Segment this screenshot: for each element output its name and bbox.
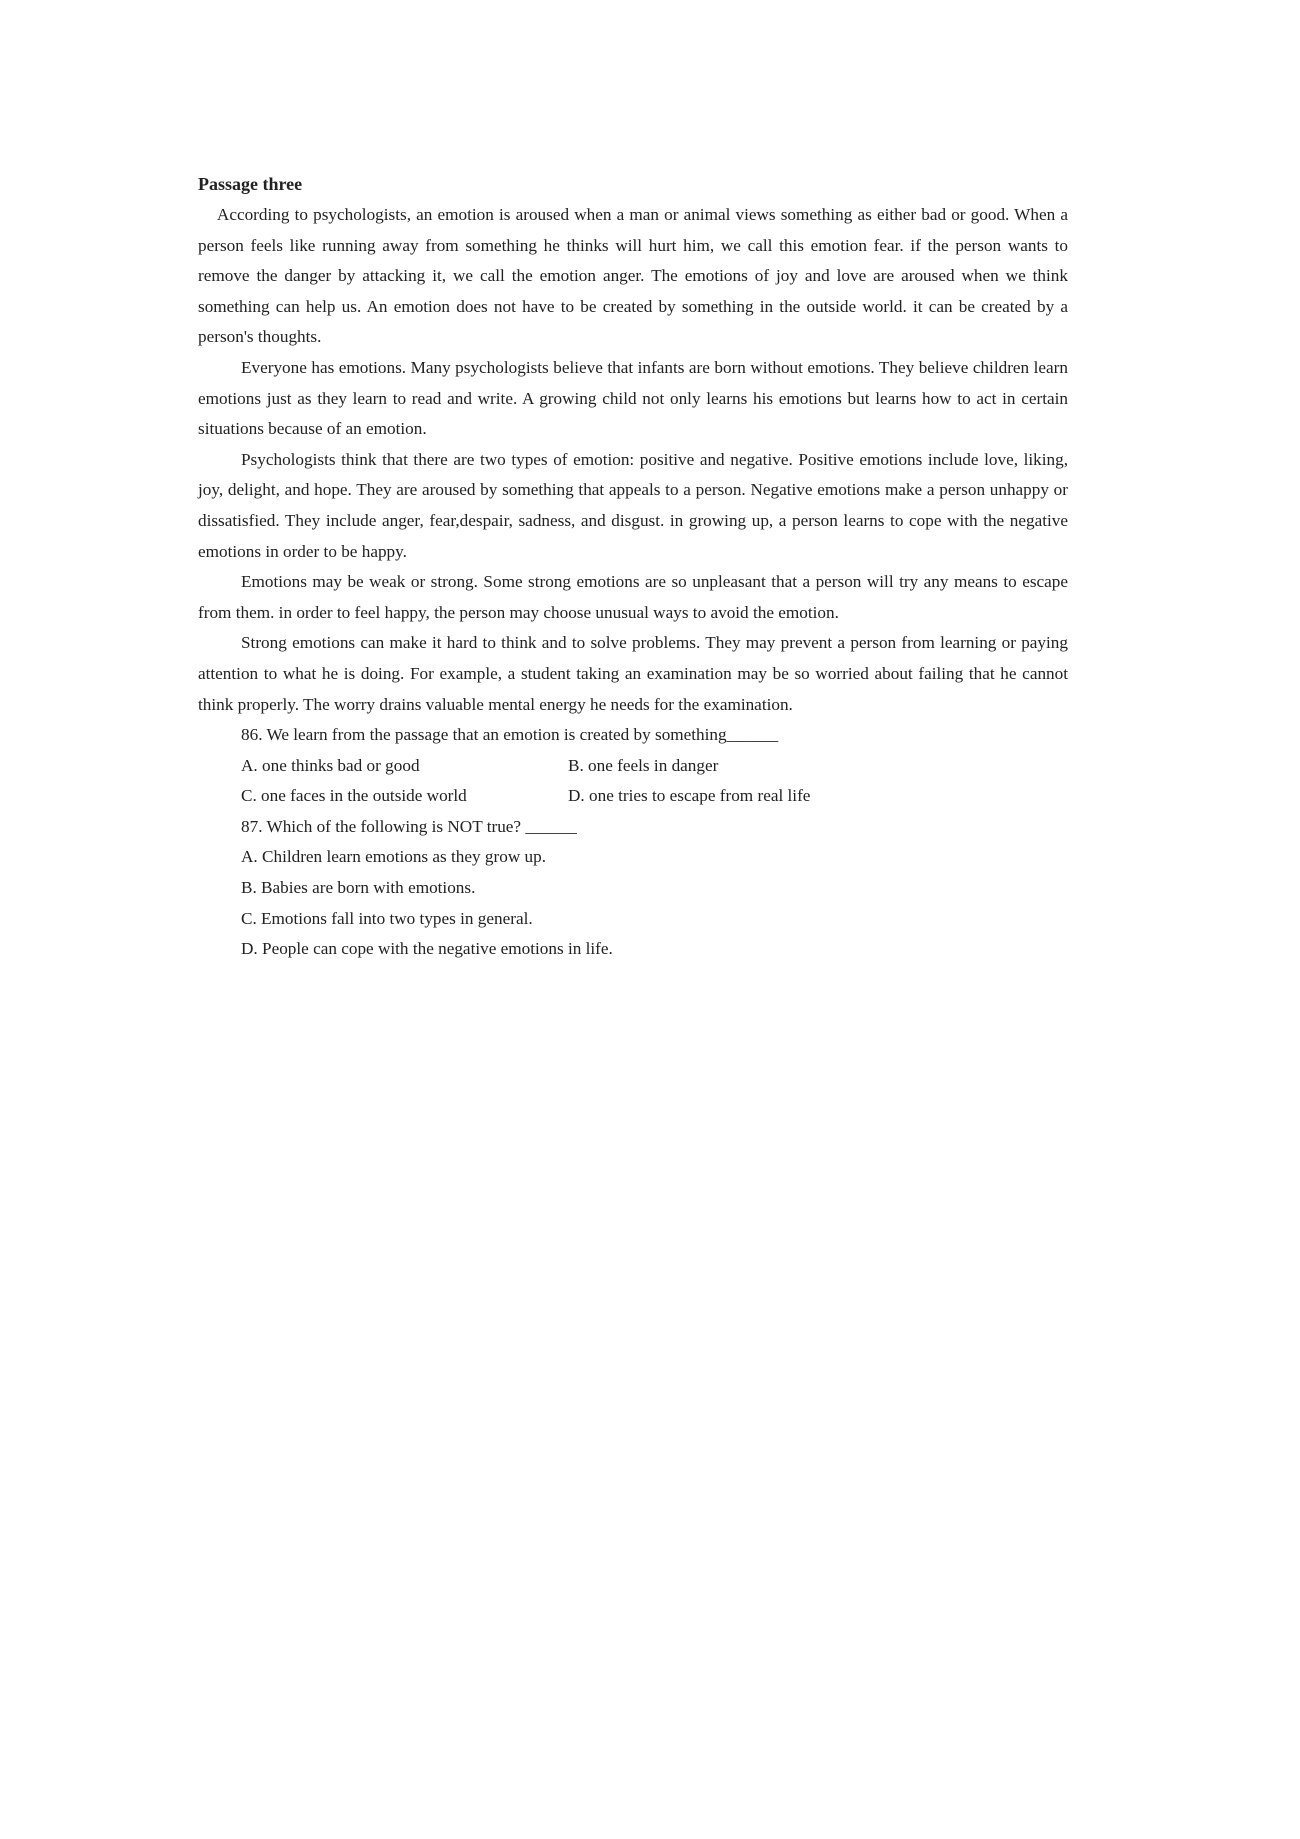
option-row	[241, 781, 1068, 812]
passage-paragraph-2: Everyone has emotions. Many psychologists believe that infants are born without emotions. They believe children learn emotions just as they learn to read and write. A growing child not only learns his emotions but learns how to act in certain situations because of an emotion.	[198, 357, 1068, 439]
option-a: A. one thinks bad or good	[241, 755, 420, 775]
option-d: D. People can cope with the negative emotions in life.	[241, 939, 613, 959]
option-d: D. one tries to escape from real life	[568, 786, 811, 806]
option-b: B. Babies are born with emotions.	[241, 878, 476, 898]
document-page	[198, 170, 1068, 965]
option-c: C. one faces in the outside world	[241, 786, 467, 806]
passage-paragraph-4: Emotions may be weak or strong. Some strong emotions are so unpleasant that a person will try any means to escape from them. in order to feel happy, the person may choose unusual ways to avoid the emotion.	[198, 572, 1068, 622]
question-86	[198, 720, 1068, 812]
question-stem: 87. Which of the following is NOT true? ______	[241, 816, 577, 836]
passage-paragraph-5: Strong emotions can make it hard to think and to solve problems. They may prevent a person from learning or paying attention to what he is doing. For example, a student taking an examination may be so worried about failing that he cannot think properly. The worry drains valuable mental energy he needs for the examination.	[198, 633, 1068, 714]
option-c: C. Emotions fall into two types in general.	[241, 908, 533, 928]
option-row	[241, 751, 1068, 782]
passage-paragraph-1: According to psychologists, an emotion is aroused when a man or animal views something as either bad or good. When a person feels like running away from something he thinks will hurt him, we call this emotion fear. if the person wants to remove the danger by attacking it, we call the emotion anger. The emotions of joy and love are aroused when we think something can help us. An emotion does not have to be created by something in the outside world. it can be created by a person's thoughts.	[198, 205, 1068, 347]
question-stem: 86. We learn from the passage that an emotion is created by something______	[241, 725, 779, 745]
option-b: B. one feels in danger	[568, 755, 719, 775]
option-a: A. Children learn emotions as they grow up.	[241, 847, 547, 867]
question-87	[198, 812, 1068, 965]
passage-title: Passage three	[198, 174, 303, 194]
passage-paragraph-3: Psychologists think that there are two types of emotion: positive and negative. Positive emotions include love, liking, joy, delight, and hope. They are aroused by something that appeals to a person. Negative emotions make a person unhappy or dissatisfied. They include anger, fear,despair, sadness, and disgust. in growing up, a person learns to cope with the negative emotions in order to be happy.	[198, 449, 1068, 561]
